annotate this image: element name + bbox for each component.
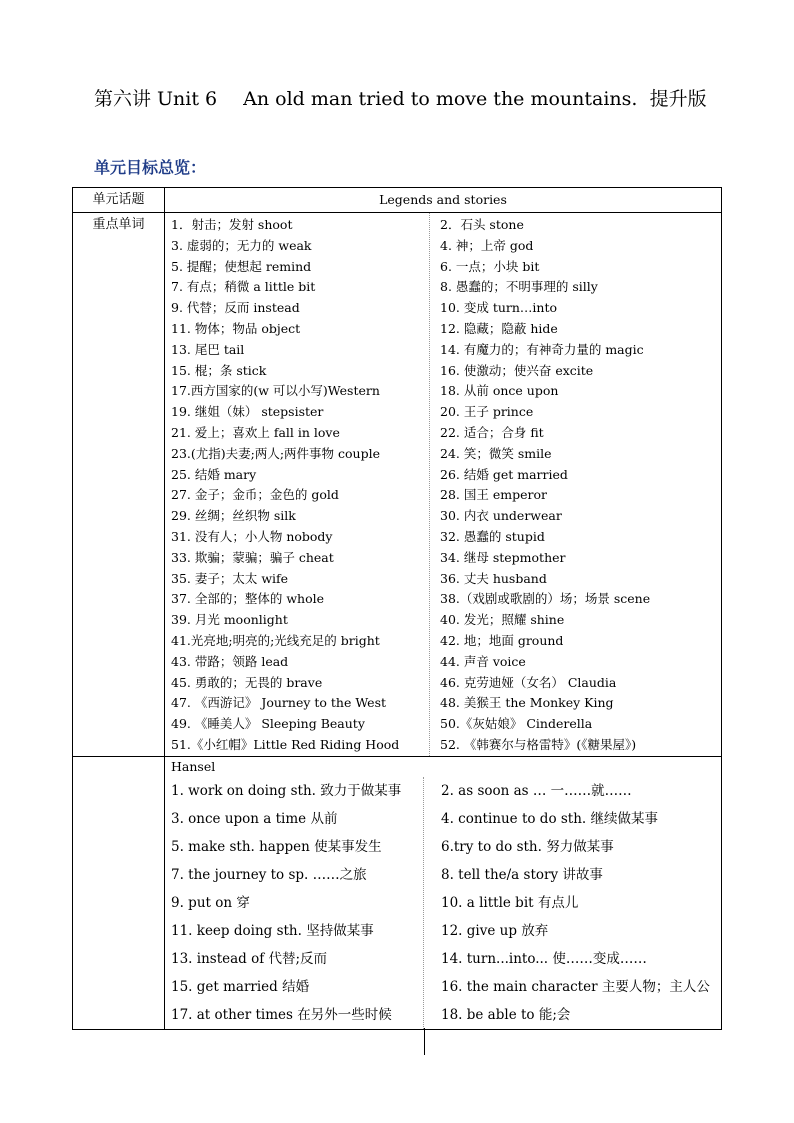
word-item: 15. 棍；条 stick [171, 362, 267, 378]
words-cell [165, 213, 722, 757]
word-item: 38.（戏剧或歌剧的）场；场景 scene [440, 591, 651, 607]
word-item: 42. 地；地面 ground [440, 632, 564, 648]
word-item: 51.《小红帽》Little Red Riding Hood [171, 736, 400, 752]
word-item: 14. 有魔力的；有神奇力量的 magic [440, 341, 644, 357]
word-item: 9. 代替；反而 instead [171, 300, 300, 316]
word-item: 22. 适合；合身 fit [440, 424, 544, 440]
level-label: 提升版 [649, 88, 707, 110]
phrase-item: 15. get married 结婚 [171, 978, 310, 995]
phrases-cell [165, 756, 722, 1029]
word-item: 19. 继姐（妹） stepsister [171, 404, 324, 420]
word-item: 12. 隐藏；隐蔽 hide [440, 320, 558, 336]
word-item: 3. 虚弱的；无力的 weak [171, 237, 312, 253]
word-item: 39. 月光 moonlight [171, 612, 288, 628]
word-item: 17.西方国家的(w 可以小写)Western [171, 383, 380, 399]
word-item: 30. 内衣 underwear [440, 508, 562, 524]
phrase-item: 11. keep doing sth. 坚持做某事 [171, 922, 374, 939]
word-item: 28. 国王 emperor [440, 487, 547, 503]
topic-value: Legends and stories [165, 188, 722, 213]
phrase-item: 14. turn...into... 使……变成…… [441, 950, 647, 967]
word-item: 29. 丝绸；丝织物 silk [171, 508, 296, 524]
word-item: 33. 欺骗；蒙骗；骗子 cheat [171, 549, 334, 565]
unit-sentence: An old man tried to move the mountains. [243, 88, 638, 110]
phrases-list [165, 777, 721, 1029]
word-item: 43. 带路；领路 lead [171, 653, 289, 669]
word-item: 11. 物体；物品 object [171, 320, 301, 336]
column-divider [429, 213, 430, 756]
word-item: 4. 神；上帝 god [440, 237, 534, 253]
word-item: 27. 金子；金币；金色的 gold [171, 487, 339, 503]
phrase-item: 9. put on 穿 [171, 894, 250, 911]
word-item: 47. 《西游记》 Journey to the West [171, 695, 387, 711]
phrase-item: 10. a little bit 有点儿 [441, 894, 579, 911]
word-item: 23.(尤指)夫妻;两人;两件事物 couple [171, 445, 381, 461]
word-item: 41.光亮地;明亮的;光线充足的 bright [171, 632, 380, 648]
words-row [73, 213, 722, 757]
phrase-item: 4. continue to do sth. 继续做某事 [441, 810, 659, 827]
word-item: 48. 美猴王 the Monkey King [440, 695, 614, 711]
section-heading: 单元目标总览： [94, 158, 207, 177]
word-item: 36. 丈夫 husband [440, 570, 547, 586]
word-item: 13. 尾巴 tail [171, 341, 245, 357]
word-item: 8. 愚蠢的；不明事理的 silly [440, 279, 598, 295]
phrase-item: 12. give up 放弃 [441, 922, 549, 939]
phrase-item: 8. tell the/a story 讲故事 [441, 866, 603, 883]
word-item: 34. 继母 stepmother [440, 549, 566, 565]
word-item: 35. 妻子；太太 wife [171, 570, 289, 586]
words-label: 重点单词 [73, 213, 165, 757]
page-title [94, 84, 707, 111]
word-item: 25. 结婚 mary [171, 466, 257, 482]
phrase-item: 16. the main character 主要人物；主人公 [441, 978, 710, 995]
phrase-item: 18. be able to 能;会 [441, 1006, 571, 1023]
word-item: 45. 勇敢的；无畏的 brave [171, 674, 323, 690]
phrase-item: 1. work on doing sth. 致力于做某事 [171, 782, 402, 799]
phrase-item: 7. the journey to sp. ……之旅 [171, 866, 367, 883]
word-item: 24. 笑；微笑 smile [440, 445, 552, 461]
word-item: 2．石头 stone [440, 217, 524, 232]
word-item: 44. 声音 voice [440, 653, 526, 669]
column-divider [423, 777, 424, 1029]
word-item: 16. 使激动；使兴奋 excite [440, 362, 594, 378]
word-item: 46. 克劳迪娅（女名） Claudia [440, 674, 617, 690]
word-item: 40. 发光；照耀 shine [440, 612, 565, 628]
word-item: 52. 《韩赛尔与格雷特》(《糖果屋》) [440, 736, 637, 752]
word-item: 18. 从前 once upon [440, 383, 559, 399]
word-item: 6. 一点；小块 bit [440, 258, 540, 274]
word-item: 50.《灰姑娘》 Cinderella [440, 716, 593, 732]
topic-label: 单元话题 [73, 188, 165, 213]
word-item: 32. 愚蠢的 stupid [440, 528, 545, 544]
word-item: 20. 王子 prince [440, 404, 534, 420]
phrase-item: 2. as soon as … 一……就…… [441, 782, 632, 799]
phrase-item: 5. make sth. happen 使某事发生 [171, 838, 382, 855]
words-list [165, 213, 721, 756]
overview-table [72, 187, 722, 1030]
footer-rule [424, 1028, 425, 1055]
phrases-row [73, 756, 722, 1029]
topic-row [73, 188, 722, 213]
word-item: 31. 没有人；小人物 nobody [171, 528, 333, 544]
word-item: 37. 全部的；整体的 whole [171, 591, 324, 607]
word-item: 21. 爱上；喜欢上 fall in love [171, 424, 340, 440]
phrase-item: 6.try to do sth. 努力做某事 [441, 838, 614, 855]
phrase-item: 13. instead of 代替;反而 [171, 950, 328, 967]
phrases-label [73, 756, 165, 1029]
word-item: 10. 变成 turn…into [440, 300, 558, 316]
phrases-carry-text: Hansel [171, 758, 216, 774]
word-item: 49. 《睡美人》 Sleeping Beauty [171, 716, 365, 732]
word-item: 26. 结婚 get married [440, 466, 568, 482]
phrase-item: 17. at other times 在另外一些时候 [171, 1006, 392, 1023]
lecture-label: 第六讲 Unit 6 [94, 88, 218, 110]
word-item: 5. 提醒；使想起 remind [171, 258, 312, 274]
phrase-item: 3. once upon a time 从前 [171, 810, 338, 827]
word-item: 1．射击；发射 shoot [171, 217, 293, 232]
word-item: 7. 有点；稍微 a little bit [171, 279, 316, 295]
